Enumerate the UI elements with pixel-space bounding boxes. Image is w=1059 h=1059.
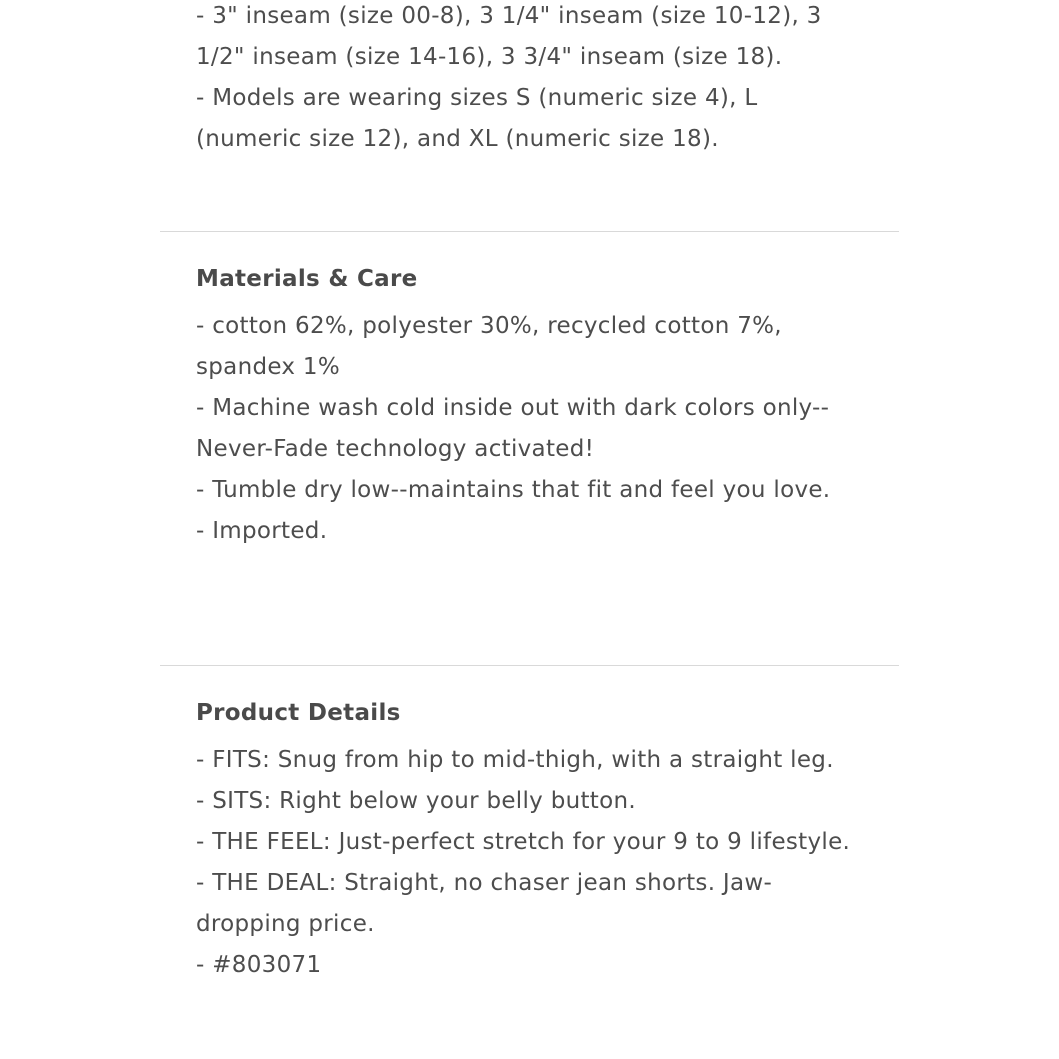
section-divider xyxy=(160,665,899,666)
wash-instructions-text: - Machine wash cold inside out with dark colors only--Never-Fade technology activated! xyxy=(196,395,830,462)
style-number-text: - #803071 xyxy=(196,952,322,978)
imported-text: - Imported. xyxy=(196,518,328,544)
materials-care-heading: Materials & Care xyxy=(196,266,418,292)
product-details-heading: Product Details xyxy=(196,700,401,726)
section-divider xyxy=(160,231,899,232)
dry-instructions-text: - Tumble dry low--maintains that fit and feel you love. xyxy=(196,477,831,503)
materials-care-section xyxy=(196,262,856,552)
materials-composition-text: - cotton 62%, polyester 30%, recycled cotton 7%, spandex 1% xyxy=(196,313,782,380)
fits-text: - FITS: Snug from hip to mid-thigh, with a straight leg. xyxy=(196,747,834,773)
models-sizes-text: - Models are wearing sizes S (numeric size 4), L (numeric size 12), and XL (numeric size 18). xyxy=(196,85,758,152)
feel-text: - THE FEEL: Just-perfect stretch for your 9 to 9 lifestyle. xyxy=(196,829,851,855)
sits-text: - SITS: Right below your belly button. xyxy=(196,788,636,814)
fit-section xyxy=(196,0,856,160)
deal-text: - THE DEAL: Straight, no chaser jean shorts. Jaw-dropping price. xyxy=(196,870,773,937)
product-details-section xyxy=(196,696,856,986)
inseam-text: - 3" inseam (size 00-8), 3 1/4" inseam (size 10-12), 3 1/2" inseam (size 14-16), 3 3/4" inseam (size 18). xyxy=(196,3,822,70)
